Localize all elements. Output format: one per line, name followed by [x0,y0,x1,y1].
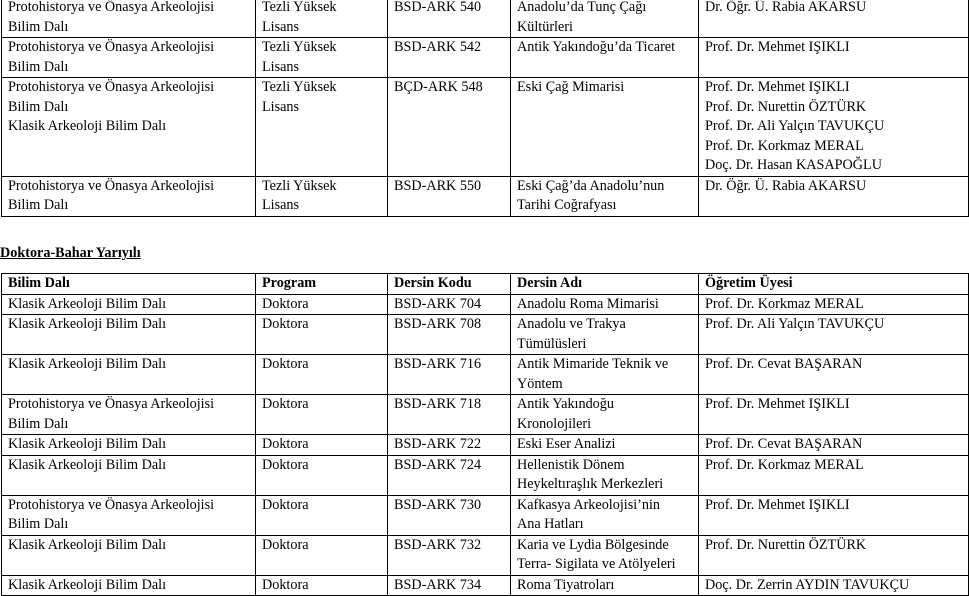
table-row [2,575,969,596]
course-name-cell [511,315,699,355]
program-cell [256,535,388,575]
doctoral-spring-table [1,273,969,596]
program-cell [256,38,388,78]
department-cell [2,78,256,177]
instructor-cell [699,355,969,395]
instructor-cell [699,315,969,355]
department-cell [2,395,256,435]
table-row [2,495,969,535]
instructor-cell-line: Prof. Dr. Mehmet IŞIKLI [705,396,850,412]
instructor-cell [699,38,969,78]
course-name-cell [511,495,699,535]
program-cell [256,176,388,216]
course-name-cell-line: Karia ve Lydia Bölgesinde [517,536,669,553]
course-name-cell [511,0,699,38]
doctoral-spring-body [2,294,969,596]
course-name-cell-line: Eski Eser Analizi [517,436,616,452]
department-cell [2,294,256,315]
header-program: Program [256,274,388,295]
department-cell-line: Bilim Dalı [8,197,69,213]
course-name-cell [511,435,699,456]
department-cell-line: Bilim Dalı [8,18,69,35]
department-cell [2,38,256,78]
table-row [2,455,969,495]
header-department: Bilim Dalı [2,274,256,295]
table-header-row [2,274,969,295]
course-name-cell [511,575,699,596]
course-name-cell-line: Heykeltıraşlık Merkezleri [517,476,664,492]
course-name-cell [511,294,699,315]
program-cell-line: Doktora [262,496,309,513]
course-name-cell-line: Anadolu Roma Mimarisi [517,295,659,312]
course-name-cell-line: Hellenistik Dönem [517,456,625,473]
department-cell-line: Klasik Arkeoloji Bilim Dalı [8,536,167,553]
course-code-cell: BSD-ARK 550 [388,176,511,216]
department-cell-line: Bilim Dalı [8,98,69,115]
header-instructor: Öğretim Üyesi [699,274,969,295]
course-code-cell: BSD-ARK 734 [388,575,511,596]
instructor-cell-line: Doç. Dr. Zerrin AYDIN TAVUKÇU [705,576,910,593]
table-row [2,0,969,38]
instructor-cell-line: Prof. Dr. Ali Yalçın TAVUKÇU [705,118,885,134]
department-cell [2,575,256,596]
department-cell-line: Bilim Dalı [8,415,69,432]
course-name-cell-line: Tümülüsleri [517,335,587,352]
header-course-name: Dersin Adı [511,274,699,295]
table-row [2,435,969,456]
department-cell-line: Klasik Arkeoloji Bilim Dalı [8,456,167,473]
department-cell-line: Protohistorya ve Önasya Arkeolojisi [8,39,215,55]
instructor-cell-line: Dr. Öğr. Ü. Rabia AKARSU [705,0,867,15]
program-cell-line: Lisans [262,58,300,75]
program-cell-line: Doktora [262,396,309,412]
table-row [2,535,969,575]
course-code-cell: BSD-ARK 730 [388,495,511,535]
instructor-cell-line: Prof. Dr. Ali Yalçın TAVUKÇU [705,316,885,332]
course-name-cell-line: Eski Çağ Mimarisi [517,79,625,95]
course-name-cell [511,38,699,78]
program-cell [256,575,388,596]
department-cell-line: Klasik Arkeoloji Bilim Dalı [8,295,167,312]
program-cell-line: Tezli Yüksek [262,39,337,55]
course-name-cell [511,455,699,495]
instructor-cell-line: Prof. Dr. Korkmaz MERAL [705,295,864,312]
table-row [2,294,969,315]
course-name-cell [511,395,699,435]
instructor-cell-line: Prof. Dr. Cevat BAŞARAN [705,436,863,452]
program-cell [256,495,388,535]
instructor-cell-line: Prof. Dr. Cevat BAŞARAN [705,356,863,372]
course-name-cell-line: Antik Yakındoğu’da Ticaret [517,39,676,55]
course-name-cell [511,355,699,395]
program-cell-line: Doktora [262,536,309,553]
department-cell [2,176,256,216]
instructor-cell [699,495,969,535]
department-cell-line: Protohistorya ve Önasya Arkeolojisi [8,396,215,412]
course-code-cell: BSD-ARK 732 [388,535,511,575]
course-name-cell-line: Yöntem [517,375,563,392]
program-cell-line: Tezli Yüksek [262,0,337,15]
course-code-cell: BSD-ARK 708 [388,315,511,355]
program-cell-line: Tezli Yüksek [262,177,337,194]
course-name-cell-line: Kültürleri [517,18,573,35]
course-name-cell-line: Antik Mimaride Teknik ve [517,356,669,372]
table-row [2,38,969,78]
course-name-cell [511,176,699,216]
course-name-cell [511,78,699,177]
fall-courses-body [2,0,969,216]
course-name-cell [511,535,699,575]
program-cell [256,435,388,456]
instructor-cell-line: Prof. Dr. Korkmaz MERAL [705,137,864,154]
department-cell-line: Bilim Dalı [8,516,69,532]
course-name-cell-line: Terra- Sigilata ve Atölyeleri [517,556,676,572]
department-cell-line: Klasik Arkeoloji Bilim Dalı [8,356,167,372]
program-cell-line: Doktora [262,316,309,332]
program-cell-line: Lisans [262,98,300,115]
department-cell-line: Bilim Dalı [8,58,69,75]
program-cell-line: Doktora [262,356,309,372]
instructor-cell [699,294,969,315]
instructor-cell-line: Doç. Dr. Hasan KASAPOĞLU [705,157,882,173]
instructor-cell-line: Dr. Öğr. Ü. Rabia AKARSU [705,177,867,194]
table-row [2,78,969,177]
course-name-cell-line: Eski Çağ’da Anadolu’nun [517,177,665,194]
course-name-cell-line: Ana Hatları [517,516,584,532]
section-title: Doktora-Bahar Yarıyılı [0,245,141,261]
instructor-cell-line: Prof. Dr. Nurettin ÖZTÜRK [705,98,867,115]
program-cell [256,395,388,435]
program-cell-line: Tezli Yüksek [262,79,337,95]
program-cell [256,315,388,355]
course-name-cell-line: Anadolu ve Trakya [517,316,626,332]
course-name-cell-line: Antik Yakındoğu [517,396,614,412]
instructor-cell [699,395,969,435]
course-code-cell: BSD-ARK 722 [388,435,511,456]
table-row [2,176,969,216]
department-cell-line: Protohistorya ve Önasya Arkeolojisi [8,79,215,95]
department-cell [2,455,256,495]
instructor-cell [699,435,969,456]
instructor-cell [699,176,969,216]
table-row [2,395,969,435]
instructor-cell [699,0,969,38]
program-cell-line: Lisans [262,197,300,213]
program-cell [256,455,388,495]
program-cell-line: Lisans [262,18,300,35]
course-name-cell-line: Anadolu’da Tunç Çağı [517,0,647,15]
course-code-cell: BSD-ARK 724 [388,455,511,495]
course-code-cell: BSD-ARK 704 [388,294,511,315]
instructor-cell-line: Prof. Dr. Korkmaz MERAL [705,456,864,473]
program-cell-line: Doktora [262,436,309,452]
course-name-cell-line: Kafkasya Arkeolojisi’nin [517,496,661,513]
department-cell-line: Klasik Arkeoloji Bilim Dalı [8,118,167,134]
department-cell [2,315,256,355]
department-cell [2,0,256,38]
fall-courses-table [1,0,969,217]
program-cell-line: Doktora [262,456,309,473]
instructor-cell [699,455,969,495]
department-cell [2,495,256,535]
course-code-cell: BSD-ARK 542 [388,38,511,78]
department-cell [2,355,256,395]
instructor-cell [699,78,969,177]
department-cell-line: Protohistorya ve Önasya Arkeolojisi [8,0,215,15]
program-cell [256,294,388,315]
department-cell-line: Klasik Arkeoloji Bilim Dalı [8,316,167,332]
instructor-cell-line: Prof. Dr. Mehmet IŞIKLI [705,496,850,513]
instructor-cell-line: Prof. Dr. Mehmet IŞIKLI [705,39,850,55]
course-code-cell: BSD-ARK 718 [388,395,511,435]
department-cell-line: Klasik Arkeoloji Bilim Dalı [8,436,167,452]
department-cell-line: Klasik Arkeoloji Bilim Dalı [8,576,167,593]
program-cell [256,78,388,177]
course-name-cell-line: Tarihi Coğrafyası [517,197,617,213]
course-code-cell: BSD-ARK 540 [388,0,511,38]
instructor-cell-line: Prof. Dr. Mehmet IŞIKLI [705,79,850,95]
instructor-cell [699,535,969,575]
instructor-cell [699,575,969,596]
department-cell [2,435,256,456]
course-code-cell: BÇD-ARK 548 [388,78,511,177]
course-code-cell: BSD-ARK 716 [388,355,511,395]
program-cell [256,355,388,395]
department-cell [2,535,256,575]
header-course-code: Dersin Kodu [388,274,511,295]
program-cell-line: Doktora [262,295,309,312]
program-cell [256,0,388,38]
department-cell-line: Protohistorya ve Önasya Arkeolojisi [8,177,215,194]
table-row [2,315,969,355]
instructor-cell-line: Prof. Dr. Nurettin ÖZTÜRK [705,536,867,553]
table-row [2,355,969,395]
course-name-cell-line: Roma Tiyatroları [517,576,615,593]
program-cell-line: Doktora [262,576,309,593]
course-name-cell-line: Kronolojileri [517,415,592,432]
department-cell-line: Protohistorya ve Önasya Arkeolojisi [8,496,215,513]
